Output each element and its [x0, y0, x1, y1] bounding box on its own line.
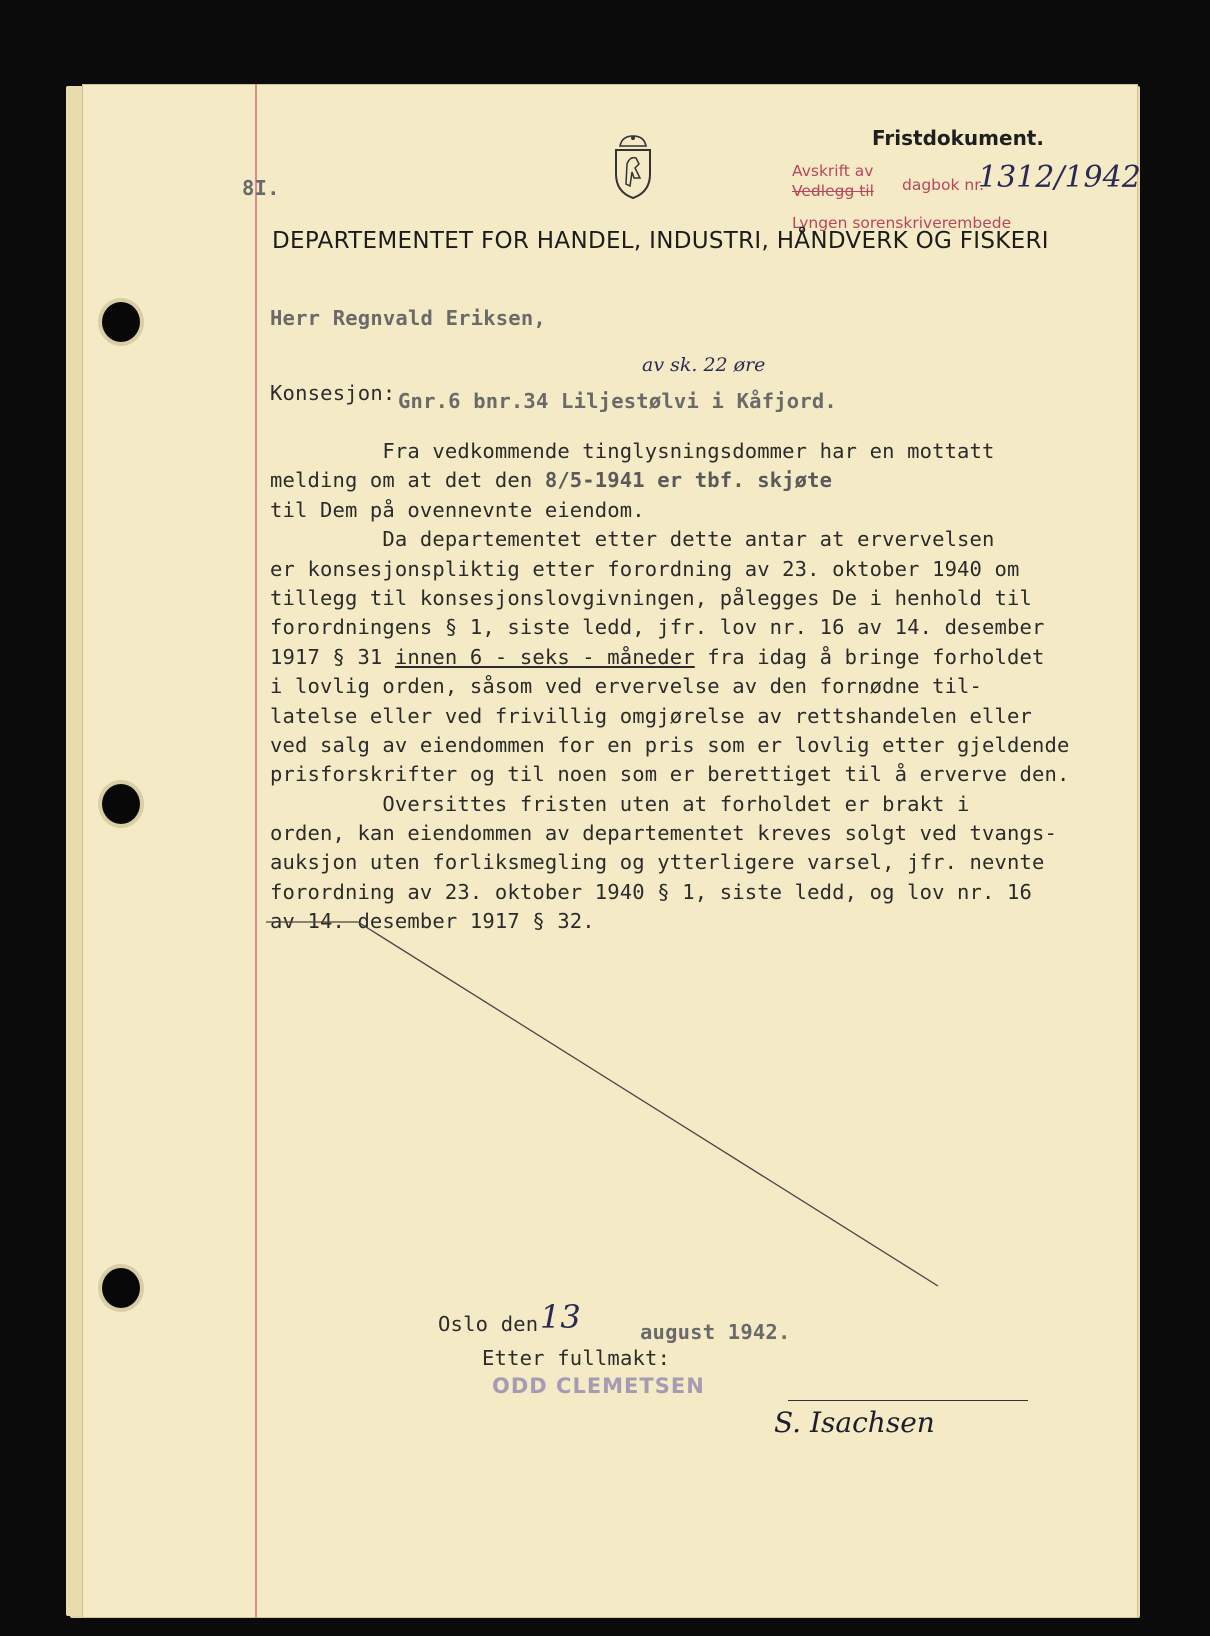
closing-authority: Etter fullmakt: [482, 1346, 671, 1370]
body-line: Fra vedkommende tinglysningsdommer har en mottatt [270, 439, 995, 463]
body-line: til Dem på ovennevnte eiendom. [270, 497, 645, 522]
stamp-dagbok-label: dagbok nr. [902, 176, 985, 194]
punch-hole-bottom [102, 1268, 140, 1308]
deadline-phrase: innen 6 - seks - måneder [394, 644, 695, 669]
body-line: latelse eller ved frivillig omgjørelse av rettshandelen eller [270, 703, 1033, 728]
body-line: forordning av 23. oktober 1940 § 1, siste ledd, og lov nr. 16 [270, 879, 1033, 904]
body-line: er konsesjonspliktig etter forordning av 23. oktober 1940 om [270, 556, 1020, 581]
body-line: prisforskrifter og til noen som er berettiget til å erverve den. [270, 762, 1070, 787]
body-line: 1917 § 31 innen 6 - seks - måneder fra idag å bringe forholdet [270, 644, 1045, 669]
margin-line [255, 84, 257, 1618]
body-line: tillegg til konsesjonslovgivningen, pålegges De i henhold til [270, 585, 1033, 610]
ministry-heading: DEPARTEMENTET FOR HANDEL, INDUSTRI, HÅNDVERK OG FISKERI [272, 228, 1049, 254]
body-line: Da departementet etter dette antar at ervervelsen [270, 527, 995, 552]
document-type-label: Fristdokument. [872, 126, 1044, 150]
stamp-avskrift: Avskrift av [792, 162, 874, 180]
handwritten-note: av sk. 22 øre [642, 354, 766, 376]
closing-place: Oslo den [438, 1312, 551, 1336]
cancellation-line [266, 914, 946, 1294]
signature: S. Isachsen [774, 1406, 935, 1439]
stamp-dagbok-number: 1312/1942 [978, 160, 1141, 195]
date-fill: 8/5-1941 er tbf. skjøte [544, 468, 833, 493]
punch-hole-middle [102, 784, 140, 824]
reference-number: 8I. [242, 176, 280, 200]
recipient-name: Herr Regnvald Eriksen, [270, 306, 546, 330]
body-line: auksjon uten forliksmegling og ytterligere varsel, jfr. nevnte [270, 850, 1045, 875]
konsesjon-property: Gnr.6 bnr.34 Liljestølvi i Kåfjord. [398, 389, 837, 413]
closing-day: 13 [540, 1298, 581, 1336]
closing-month-year: august 1942. [640, 1320, 791, 1344]
konsesjon-label: Konsesjon: [270, 381, 396, 405]
body-line: orden, kan eiendommen av departementet kreves solgt ved tvangs- [270, 821, 1057, 846]
name-stamp: ODD CLEMETSEN [492, 1374, 705, 1398]
body-line: forordningens § 1, siste ledd, jfr. lov nr. 16 av 14. desember [270, 615, 1045, 640]
document-page [82, 84, 1141, 1618]
letter-body [270, 437, 1070, 937]
punch-hole-top [102, 302, 140, 342]
stamp-vedlegg: Vedlegg til [792, 182, 874, 200]
body-line: ved salg av eiendommen for en pris som er lovlig etter gjeldende [270, 732, 1070, 757]
body-line: av 14. desember 1917 § 32. [270, 909, 595, 934]
signature-line [788, 1400, 1028, 1401]
stamp-embede: Lyngen sorenskriverembede [792, 214, 1012, 232]
body-line: melding om at det den 8/5-1941 er tbf. skjøte [270, 468, 833, 493]
coat-of-arms-icon [610, 134, 656, 200]
body-line: Oversittes fristen uten at forholdet er brakt i [270, 791, 970, 816]
body-line: i lovlig orden, såsom ved ervervelse av den fornødne til- [270, 674, 983, 699]
